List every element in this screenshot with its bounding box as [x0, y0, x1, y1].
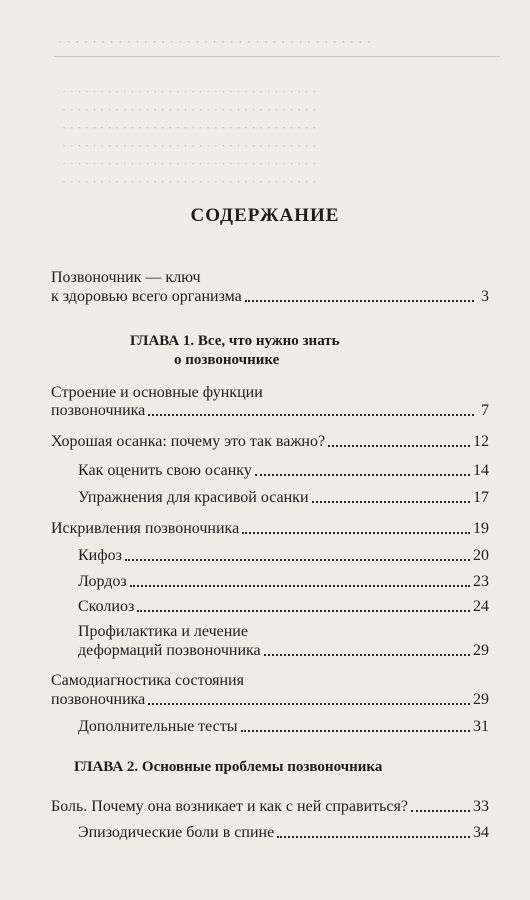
toc-entry-text: Искривления позвоночника	[51, 520, 240, 537]
leader-dots	[241, 730, 471, 732]
toc-entry[interactable]	[78, 823, 489, 843]
toc-entry[interactable]	[78, 572, 489, 592]
toc-entry-text: Эпизодические боли в спине	[78, 824, 275, 841]
toc-entry-text: Лордоз	[78, 573, 127, 590]
chapter-heading: ГЛАВА 2. Основные проблемы позвоночника	[74, 759, 383, 775]
toc-page-number: 33	[473, 798, 489, 815]
leader-dots	[312, 501, 470, 503]
toc-entry-text: Как оценить свою осанку	[78, 462, 252, 479]
toc-page-number: 7	[481, 402, 489, 419]
toc-entry-text: Дополнительные тесты	[78, 718, 238, 735]
toc-entry[interactable]	[51, 690, 489, 710]
toc-entry-text: Боль. Почему она возникает и как с ней справиться?	[51, 798, 408, 815]
leader-dots	[148, 414, 474, 416]
chapter-heading: ГЛАВА 1. Все, что нужно знать	[130, 333, 340, 349]
toc-entry[interactable]	[78, 597, 489, 617]
chapter-heading-line2: о позвоночнике	[174, 352, 280, 368]
toc-page-number: 31	[473, 718, 489, 735]
toc-page-number: 29	[473, 642, 489, 659]
leader-dots	[277, 836, 470, 838]
toc-page-number: 12	[473, 433, 489, 450]
toc-entry[interactable]	[51, 432, 489, 452]
toc-entry-text: Хорошая осанка: почему это так важно?	[51, 433, 326, 450]
toc-entry-text: Кифоз	[78, 547, 122, 564]
leader-dots	[148, 703, 470, 705]
toc-page-number: 23	[473, 573, 489, 590]
leader-dots	[130, 585, 470, 587]
toc-entry[interactable]	[51, 797, 489, 817]
toc-title: СОДЕРЖАНИЕ	[190, 205, 340, 226]
leader-dots	[328, 445, 470, 447]
toc-entry[interactable]	[51, 519, 489, 539]
toc-entry[interactable]	[51, 401, 489, 421]
toc-entry[interactable]	[78, 641, 489, 661]
toc-page-number: 29	[473, 691, 489, 708]
toc-page-number: 34	[473, 824, 489, 841]
toc-entry-text: к здоровью всего организма	[51, 288, 242, 305]
toc-page-number: 19	[473, 520, 489, 537]
leader-dots	[125, 559, 470, 561]
toc-entry[interactable]	[78, 546, 489, 566]
toc-entry[interactable]	[78, 461, 489, 481]
toc-page-number: 24	[473, 598, 489, 615]
leader-dots	[411, 810, 470, 812]
toc-page-number: 14	[473, 462, 489, 479]
toc-entry-line1: Позвоночник — ключ	[51, 269, 201, 286]
toc-page-number: 20	[473, 547, 489, 564]
toc-entry-text: деформаций позвоночника	[78, 642, 261, 659]
toc-entry-text: Сколиоз	[78, 598, 135, 615]
toc-entry[interactable]	[51, 287, 489, 307]
leader-dots	[255, 474, 470, 476]
leader-dots	[137, 610, 470, 612]
toc-entry-text: позвоночника	[51, 402, 146, 419]
leader-dots	[264, 654, 470, 656]
toc-entry[interactable]	[78, 717, 489, 737]
toc-page-number: 17	[473, 489, 489, 506]
leader-dots	[245, 300, 474, 302]
toc-entry-line1: Профилактика и лечение	[78, 623, 248, 640]
bleed-through-header: · · · · · · · · · · · · · · · · · · · · · · · · · · · · · · · · · · · · ·	[58, 34, 372, 49]
toc-page-number: 3	[481, 288, 489, 305]
toc-entry-text: Упражнения для красивой осанки	[78, 489, 309, 506]
toc-entry-text: позвоночника	[51, 691, 146, 708]
toc-entry-line1: Самодиагностика состояния	[51, 672, 244, 689]
bleed-through-rule	[54, 56, 500, 57]
bleed-through-text: · · · · · · · · · · · · · · · · · · · · · · · · · · · · · · · · · · · · · · · · · · · · · · · · · · · · · · · · · · · · · · · · · · · · · · · · · · · · · · · · · · · · · · · · · · · · · · · · · · · · · · · · · · · · · · · · · · · · · · · · · · · · · · · · · · · · · · · · · · · · · · · · · · · · · · · · · · · · · · · · · · · · · · · · · · · · · · · · · · · · · · · · · · · · · · · · · · · · · · · · · · · ·	[62, 84, 317, 189]
leader-dots	[242, 532, 470, 534]
toc-entry[interactable]	[78, 488, 489, 508]
toc-entry-line1: Строение и основные функции	[51, 384, 263, 401]
